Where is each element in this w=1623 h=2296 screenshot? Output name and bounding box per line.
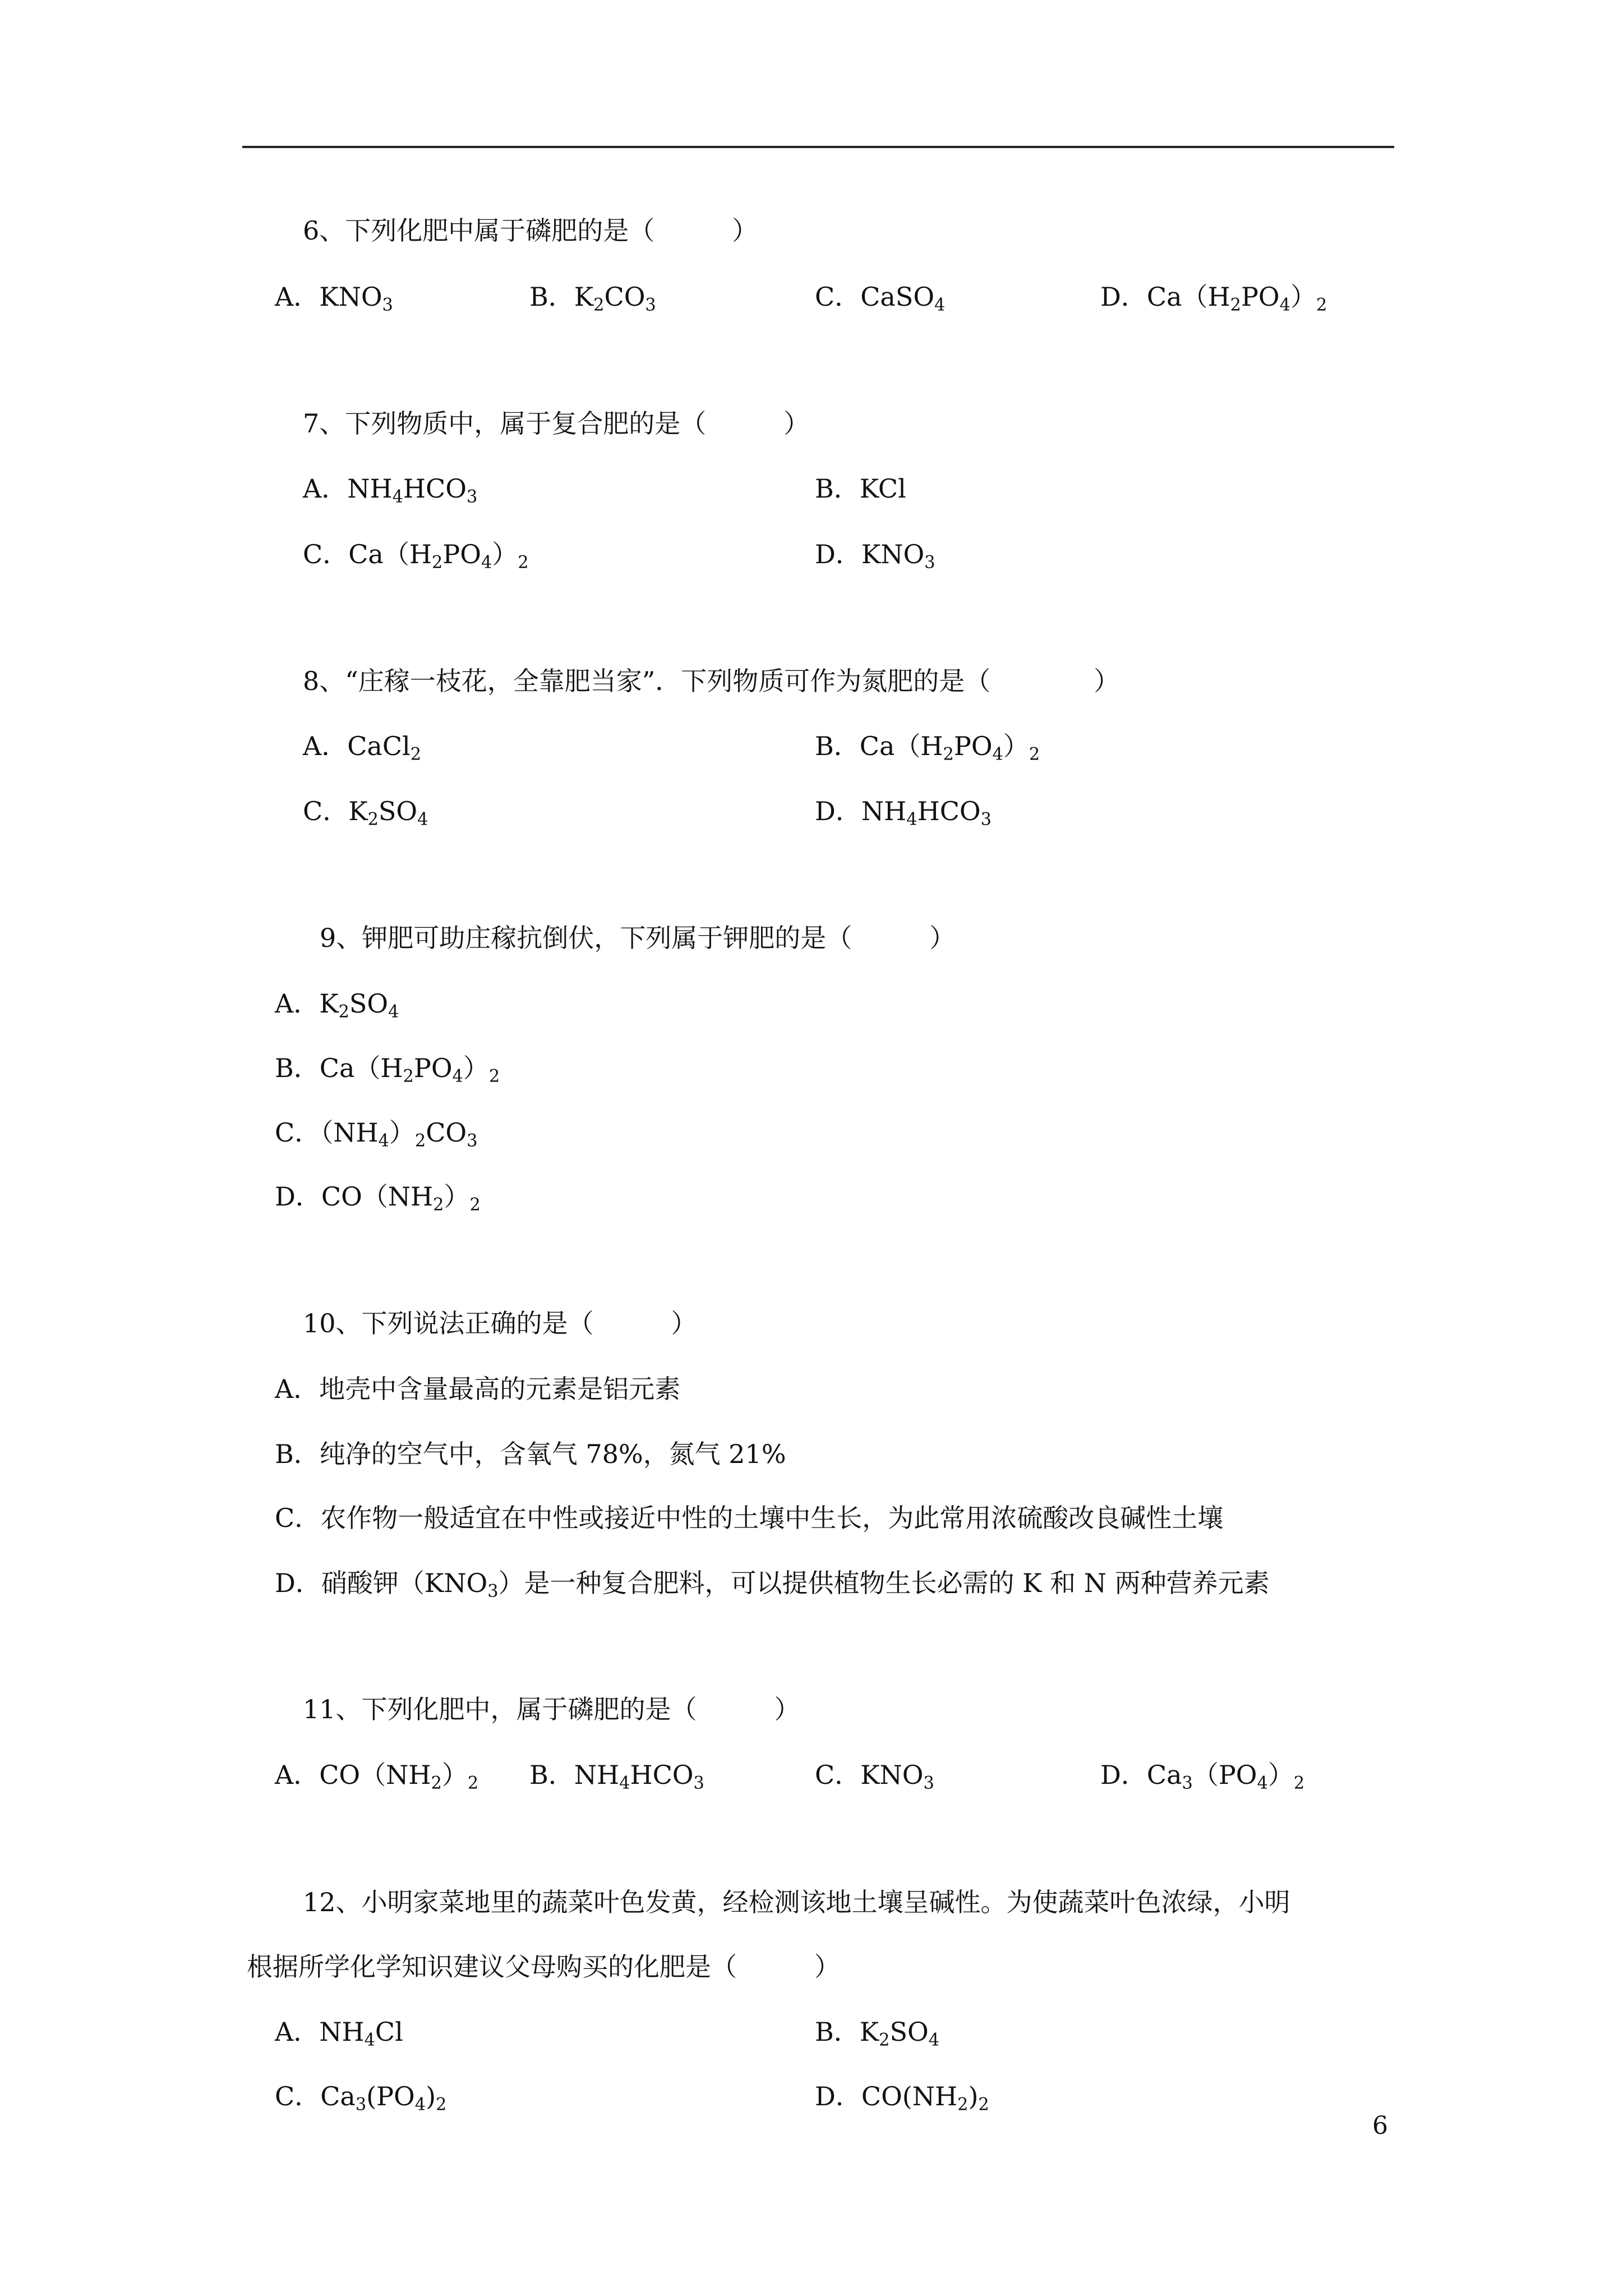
subscript: 4 <box>452 1066 463 1087</box>
question-8-option-b: B．$Ca(H_2PO_4)_2$ <box>815 731 1040 765</box>
subscript: 2 <box>410 744 422 765</box>
subscript: 3 <box>980 809 992 830</box>
question-10-option-b: B．纯净的空气中，含氧气 78%，氮气 21% <box>275 1439 786 1469</box>
question-12-stem-continued: 根据所学化学知识建议父母购买的化肥是（ ） <box>247 1952 840 1982</box>
question-6-stem: 6、下列化肥中属于磷肥的是（ ） <box>303 215 758 246</box>
subscript: 4 <box>417 809 428 830</box>
subscript: 2 <box>431 1773 442 1793</box>
subscript: 3 <box>466 487 478 507</box>
question-10-stem: 10、下列说法正确的是（ ） <box>303 1308 697 1338</box>
question-6-option-c: C．CaSO$_4$ <box>815 282 946 315</box>
subscript: 2 <box>943 744 954 765</box>
subscript: 3 <box>693 1773 704 1793</box>
subscript: 3 <box>467 1131 478 1151</box>
question-11-stem: 11、下列化肥中，属于磷肥的是（ ） <box>303 1694 800 1724</box>
question-10-option-a: A．地壳中含量最高的元素是铝元素 <box>275 1374 681 1404</box>
subscript: 4 <box>392 487 403 507</box>
subscript: 2 <box>593 295 605 315</box>
subscript: 2 <box>367 809 379 830</box>
subscript: 2 <box>436 2095 447 2115</box>
question-7-option-a: A．$NH_4HCO_3$ <box>303 473 478 507</box>
question-8-option-d: D．$NH_4HCO_3$ <box>815 796 992 830</box>
question-8-option-a: A．CaCl$_2$ <box>303 731 422 765</box>
question-10-option-c: C．农作物一般适宜在中性或接近中性的土壤中生长，为此常用浓硫酸改良碱性土壤 <box>275 1503 1224 1533</box>
question-11-option-c: C．$KNO_3$ <box>815 1760 934 1793</box>
question-12-option-d: D．$CO(NH_2)_2$ <box>815 2081 989 2115</box>
subscript: 4 <box>934 295 946 315</box>
subscript: 2 <box>879 2030 890 2050</box>
subscript: 4 <box>1279 295 1290 315</box>
subscript: 3 <box>382 295 393 315</box>
subscript: 2 <box>1029 744 1040 765</box>
question-8-option-c: C．$K_2SO_4$ <box>303 796 428 830</box>
question-7-option-b: B．KCl <box>815 473 906 504</box>
question-10-option-d: D．硝酸钾$(KNO_3)$是一种复合肥料，可以提供植物生长必需的 K 和 N 两种营养元素 <box>275 1568 1270 1602</box>
subscript: 2 <box>488 1066 500 1087</box>
subscript: 2 <box>338 1002 349 1022</box>
subscript: 2 <box>1316 295 1327 315</box>
question-6-option-a: A．$KNO_3$ <box>275 282 393 315</box>
question-12-option-c: C．$Ca_3(PO_4)_2$ <box>275 2081 447 2115</box>
subscript: 2 <box>957 2095 969 2115</box>
question-7-option-d: D．$KNO_3$ <box>815 539 935 573</box>
question-11-option-a: A．$CO(NH_2)_2$ <box>275 1760 479 1793</box>
subscript: 2 <box>403 1066 414 1087</box>
subscript: 4 <box>388 1002 399 1022</box>
subscript: 2 <box>431 553 443 573</box>
subscript: 4 <box>619 1773 630 1793</box>
question-7-stem: 7、下列物质中，属于复合肥的是（ ） <box>303 408 810 439</box>
question-11-option-b: B．$NH_4HCO_3$ <box>529 1760 704 1793</box>
subscript: 4 <box>378 1131 389 1151</box>
question-12-option-b: B．$K_2SO_4$ <box>815 2017 940 2050</box>
question-9-stem: 9、钾肥可助庄稼抗倒伏，下列属于钾肥的是（ ） <box>320 923 956 953</box>
subscript: 3 <box>487 1581 499 1602</box>
subscript: 3 <box>645 295 656 315</box>
subscript: 2 <box>467 1773 479 1793</box>
subscript: 4 <box>364 2030 375 2050</box>
header-rule <box>242 146 1394 148</box>
subscript: 2 <box>978 2095 989 2115</box>
subscript: 2 <box>1293 1773 1305 1793</box>
subscript: 4 <box>928 2030 940 2050</box>
subscript: 4 <box>414 2095 426 2115</box>
subscript: 4 <box>1257 1773 1268 1793</box>
subscript: 2 <box>414 1131 426 1151</box>
question-8-stem: 8、“庄稼一枝花，全靠肥当家”．下列物质可作为氮肥的是（ ） <box>303 666 1120 696</box>
question-7-option-c: C．$Ca(H_2PO_4)_2$ <box>303 539 529 573</box>
subscript: 3 <box>924 553 935 573</box>
subscript: 4 <box>906 809 917 830</box>
subscript: 2 <box>433 1195 444 1215</box>
question-9-option-c: C．$(NH_4)_2CO_3$ <box>275 1117 478 1151</box>
question-11-option-d: D．$Ca_3(PO_4)_2$ <box>1100 1760 1305 1793</box>
question-12-stem: 12、小明家菜地里的蔬菜叶色发黄，经检测该地土壤呈碱性。为使蔬菜叶色浓绿，小明 <box>303 1887 1290 1917</box>
question-6-option-d: D．$Ca(H_2PO_4)_2$ <box>1100 282 1327 315</box>
question-9-option-b: B．$Ca(H_2PO_4)_2$ <box>275 1053 500 1087</box>
subscript: 4 <box>481 553 492 573</box>
subscript: 2 <box>469 1195 481 1215</box>
subscript: 3 <box>1182 1773 1193 1793</box>
question-6-option-b: B．$K_2CO_3$ <box>529 282 656 315</box>
subscript: 4 <box>992 744 1003 765</box>
question-12-option-a: A．$NH_4Cl$ <box>275 2017 403 2050</box>
subscript: 3 <box>923 1773 934 1793</box>
question-9-option-d: D．$CO(NH_2)_2$ <box>275 1181 481 1215</box>
question-9-option-a: A．$K_2SO_4$ <box>275 988 399 1022</box>
subscript: 2 <box>518 553 529 573</box>
subscript: 2 <box>1230 295 1241 315</box>
subscript: 3 <box>355 2095 367 2115</box>
page-number: 6 <box>1372 2111 1388 2140</box>
